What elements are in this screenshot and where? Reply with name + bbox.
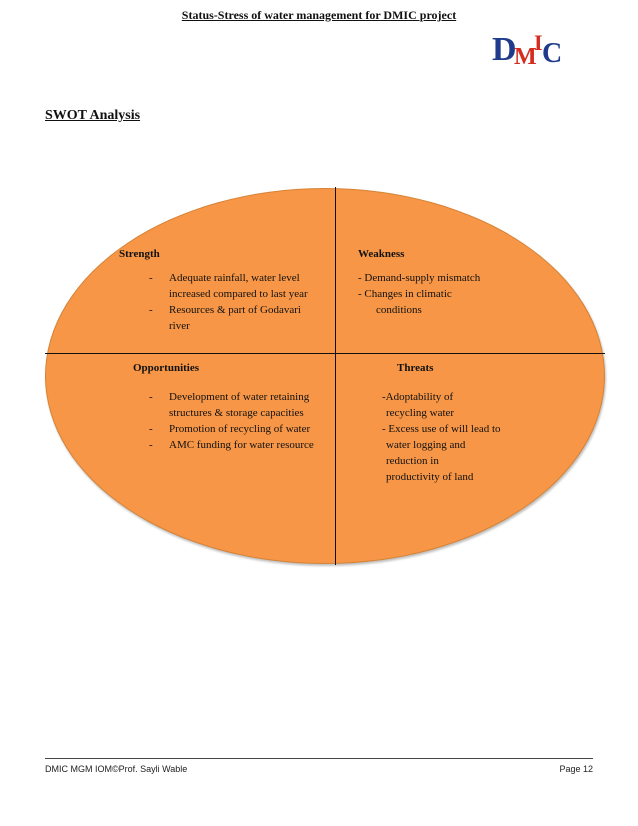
weakness-title: Weakness — [358, 248, 405, 260]
opportunities-title: Opportunities — [133, 362, 200, 374]
list-item: river — [169, 320, 190, 332]
footer-author: DMIC MGM IOM©Prof. Sayli Wable — [45, 764, 188, 774]
swot-horizontal-divider — [45, 353, 605, 354]
page-header-title: Status-Stress of water management for DMIC project — [181, 8, 457, 22]
list-item: - Adequate rainfall, water level — [149, 272, 300, 284]
svg-text:C: C — [542, 38, 563, 68]
swot-vertical-divider — [335, 187, 336, 565]
list-item: - Resources & part of Godavari — [149, 304, 301, 316]
swot-ellipse — [45, 188, 605, 564]
list-item: - Development of water retaining — [149, 391, 310, 403]
strength-title: Strength — [119, 248, 160, 260]
page-number: Page 12 — [559, 764, 593, 774]
threats-line: -Adoptability of — [382, 391, 454, 403]
threats-line: recycling water — [386, 407, 455, 419]
weakness-line: conditions — [376, 304, 422, 316]
list-item: - Promotion of recycling of water — [149, 423, 311, 435]
threats-line: water logging and — [386, 439, 466, 451]
footer-divider — [45, 758, 593, 759]
swot-diagram — [45, 188, 605, 564]
weakness-line: - Demand-supply mismatch — [358, 272, 481, 284]
svg-text:M: M — [514, 44, 537, 68]
threats-line: productivity of land — [386, 471, 474, 483]
list-item: - AMC funding for water resource — [149, 439, 314, 451]
svg-text:D: D — [492, 31, 517, 68]
threats-line: reduction in — [386, 455, 439, 467]
weakness-line: - Changes in climatic — [358, 288, 452, 300]
svg-text:I: I — [534, 30, 543, 55]
dmic-logo — [490, 24, 570, 68]
threats-title: Threats — [397, 362, 434, 374]
strength-list — [149, 270, 308, 334]
list-item: increased compared to last year — [169, 288, 308, 300]
opportunities-list — [149, 389, 314, 453]
list-item: structures & storage capacities — [169, 407, 304, 419]
section-heading: SWOT Analysis — [45, 108, 141, 123]
threats-line: - Excess use of will lead to — [382, 423, 501, 435]
